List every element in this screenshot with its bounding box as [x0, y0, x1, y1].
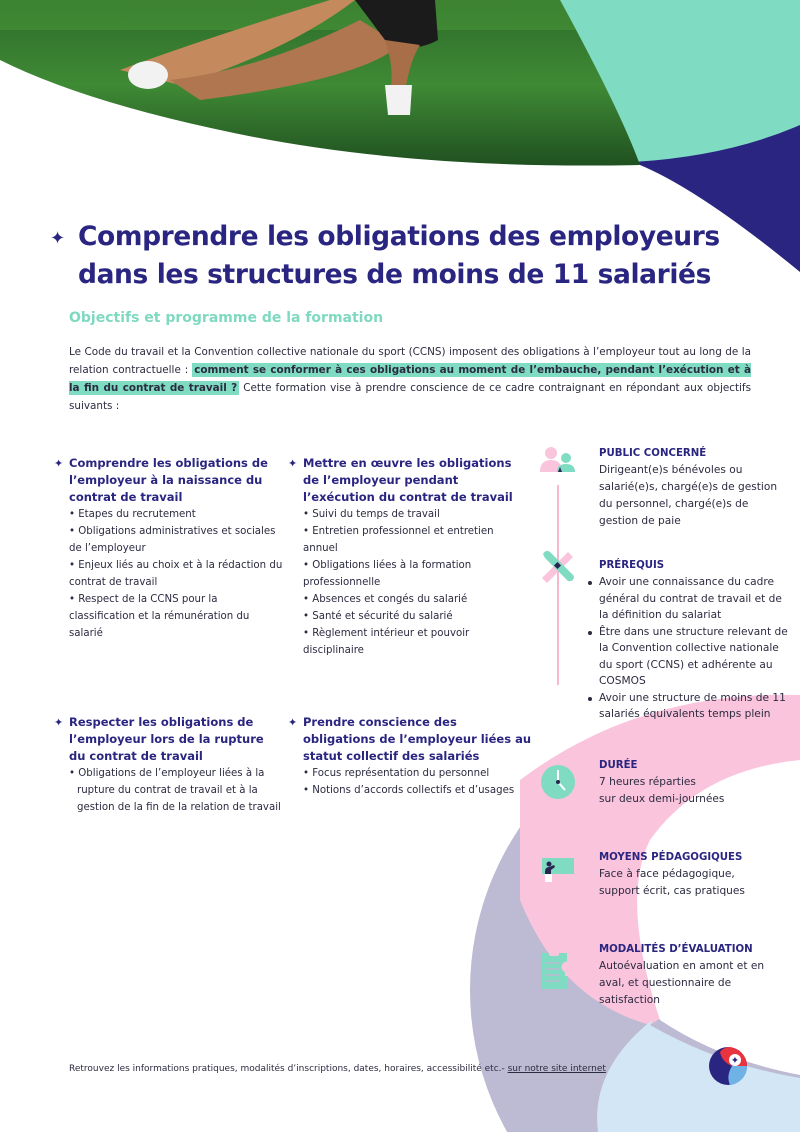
list-item: • Etapes du recrutement [69, 506, 284, 523]
people-icon [540, 446, 576, 482]
objective-block [54, 455, 284, 642]
sparkle-icon: ✦ [54, 457, 64, 470]
list-item: Avoir une structure de moins de 11 salariés équivalents temps plein [585, 690, 790, 723]
sparkle-icon: ✦ [54, 716, 64, 729]
objective-heading: ✦ Comprendre les obligations de l’employeur à la naissance du contrat de travail [54, 456, 268, 504]
info-prerequis [540, 548, 790, 723]
objective-list [54, 765, 284, 816]
info-value: sur deux demi-journées [599, 793, 725, 805]
info-public [540, 446, 790, 530]
sparkle-icon: ✦ [288, 716, 298, 729]
info-evaluation [540, 942, 790, 1009]
list-item: • Enjeux liés au choix et à la rédaction du contrat de travail [69, 557, 284, 591]
objective-block [54, 714, 284, 816]
list-item: • Obligations administratives et sociales de l’employeur [69, 523, 284, 557]
objective-heading: ✦ Prendre conscience des obligations de l’employeur liées au statut collectif des salariés [288, 715, 532, 763]
teacher-board-icon [540, 856, 576, 892]
intro-highlight: comment se conformer à ces obligations au moment de l’embauche, pendant l’exécution et à la fin du contrat de travail ? [69, 364, 751, 394]
footer [69, 1064, 606, 1074]
intro-text-end: Cette formation vise à prendre conscience de ce cadre contraignant en répondant aux objectifs suivants : [69, 382, 751, 412]
info-label: MODALITÉS D’ÉVALUATION [599, 944, 753, 955]
objective-list [288, 765, 533, 799]
info-value: Face à face pédagogique, [599, 868, 735, 880]
objective-heading: ✦ Respecter les obligations de l’employeur lors de la rupture du contrat de travail [54, 715, 264, 763]
list-item: • Obligations de l’employeur liées à la rupture du contrat de travail et à la gestion de la fin de la relation de travail [69, 765, 284, 816]
info-moyens [540, 850, 790, 900]
svg-text:✦: ✦ [730, 1055, 740, 1067]
list-item: • Santé et sécurité du salarié [303, 608, 528, 625]
prerequis-list [585, 574, 790, 723]
info-value: 7 heures réparties [599, 776, 696, 788]
list-item: Avoir une connaissance du cadre général du contrat de travail et de la définition du salariat [585, 574, 790, 624]
tools-icon [540, 548, 576, 584]
list-item: • Suivi du temps de travail [303, 506, 528, 523]
list-item: • Focus représentation du personnel [303, 765, 533, 782]
info-label: PUBLIC CONCERNÉ [599, 448, 707, 459]
list-item: • Notions d’accords collectifs et d’usages [303, 782, 533, 799]
clipboard-idea-icon [540, 948, 576, 990]
info-value: Dirigeant(e)s bénévoles ou salarié(e)s, chargé(e)s de gestion du personnel, chargé(e)s de gestion de paie [599, 464, 778, 527]
page-title [50, 218, 750, 294]
objective-list [288, 506, 528, 659]
clock-icon [540, 764, 576, 800]
website-link[interactable]: sur notre site internet [507, 1064, 606, 1074]
section-title: Objectifs et programme de la formation [69, 310, 384, 326]
info-label: PRÉREQUIS [599, 560, 665, 571]
intro-text: Le Code du travail et la Convention collective nationale du sport (CCNS) imposent des obligations à l’employeur tout au long de la relation contractuelle : [69, 346, 751, 376]
title-line-1: Comprendre les obligations des employeurs [78, 221, 720, 252]
intro-paragraph [69, 343, 751, 415]
list-item: • Entretien professionnel et entretien annuel [303, 523, 528, 557]
objective-block [288, 714, 533, 799]
info-duree [540, 758, 790, 808]
sparkle-icon: ✦ [50, 228, 66, 249]
objective-block [288, 455, 528, 659]
objective-list [54, 506, 284, 642]
title-line-2: dans les structures de moins de 11 salariés [78, 259, 711, 290]
objective-heading: ✦ Mettre en œuvre les obligations de l’employeur pendant l’exécution du contrat de travail [288, 456, 513, 504]
footer-text: Retrouvez les informations pratiques, modalités d’inscriptions, dates, horaires, accessibilité etc.- [69, 1064, 508, 1074]
cosmos-logo-icon [708, 1046, 748, 1086]
list-item: • Absences et congés du salarié [303, 591, 528, 608]
info-value: Autoévaluation en amont et en aval, et questionnaire de satisfaction [599, 960, 765, 1006]
list-item: • Obligations liées à la formation professionnelle [303, 557, 528, 591]
list-item: • Respect de la CCNS pour la classification et la rémunération du salarié [69, 591, 284, 642]
info-value: support écrit, cas pratiques [599, 885, 745, 897]
sparkle-icon: ✦ [288, 457, 298, 470]
info-label: MOYENS PÉDAGOGIQUES [599, 852, 743, 863]
list-item: • Règlement intérieur et pouvoir disciplinaire [303, 625, 528, 659]
list-item: Être dans une structure relevant de la Convention collective nationale du sport (CCNS) et adhérente au COSMOS [585, 624, 790, 690]
info-label: DURÉE [599, 760, 638, 771]
